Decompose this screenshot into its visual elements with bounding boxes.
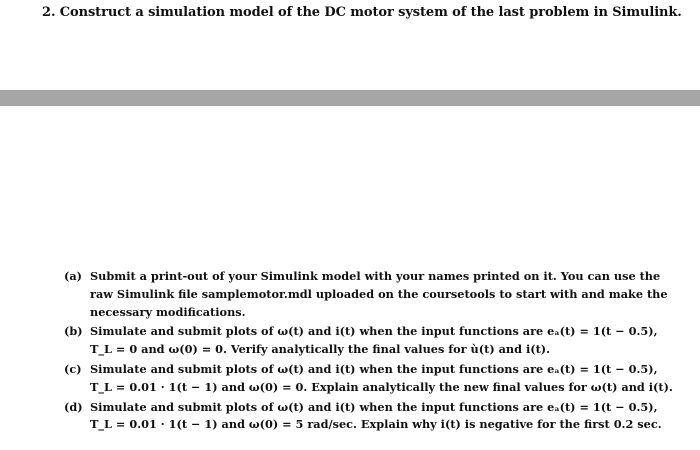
part-c (64, 361, 673, 397)
part-d-body (90, 399, 664, 435)
part-d (64, 399, 664, 435)
parts-list (64, 268, 673, 436)
problem-statement: 2. Construct a simulation model of the DC motor system of the last problem in Simulink. (42, 5, 682, 20)
part-c-line-1: Simulate and submit plots of ω(t) and i(t) when the input functions are eₐ(t) = 1(t − 0.5), (90, 361, 658, 376)
part-a-body (90, 268, 668, 321)
part-b (64, 323, 664, 359)
part-a-line-2: raw Simulink file samplemotor.mdl uploaded on the coursetools to start with and make the (90, 286, 668, 301)
part-b-letter: (b) (64, 324, 83, 339)
part-a-letter: (a) (64, 269, 83, 283)
part-d-line-1: Simulate and submit plots of ω(t) and i(t) when the input functions are eₐ(t) = 1(t − 0.5), (90, 399, 658, 414)
part-a (64, 268, 668, 321)
part-c-body (90, 361, 673, 397)
part-d-letter: (d) (64, 399, 83, 414)
part-c-line-2: T_L = 0.01 · 1(t − 1) and ω(0) = 0. Explain analytically the new final values for ω(t) and i(t). (90, 379, 673, 394)
part-d-line-2: T_L = 0.01 · 1(t − 1) and ω(0) = 5 rad/sec. Explain why i(t) is negative for the first 0.2 sec. (90, 417, 662, 432)
part-b-line-2: T_L = 0 and ω(0) = 0. Verify analytically the final values for ù(t) and i(t). (90, 342, 551, 357)
part-c-letter: (c) (64, 361, 82, 376)
part-a-line-1: Submit a print-out of your Simulink model with your names printed on it. You can use the (90, 269, 661, 283)
part-b-line-1: Simulate and submit plots of ω(t) and i(t) when the input functions are eₐ(t) = 1(t − 0.5), (90, 324, 658, 339)
part-b-body (90, 323, 664, 359)
redaction-bar (0, 90, 700, 106)
part-a-line-3: necessary modifications. (90, 304, 246, 319)
